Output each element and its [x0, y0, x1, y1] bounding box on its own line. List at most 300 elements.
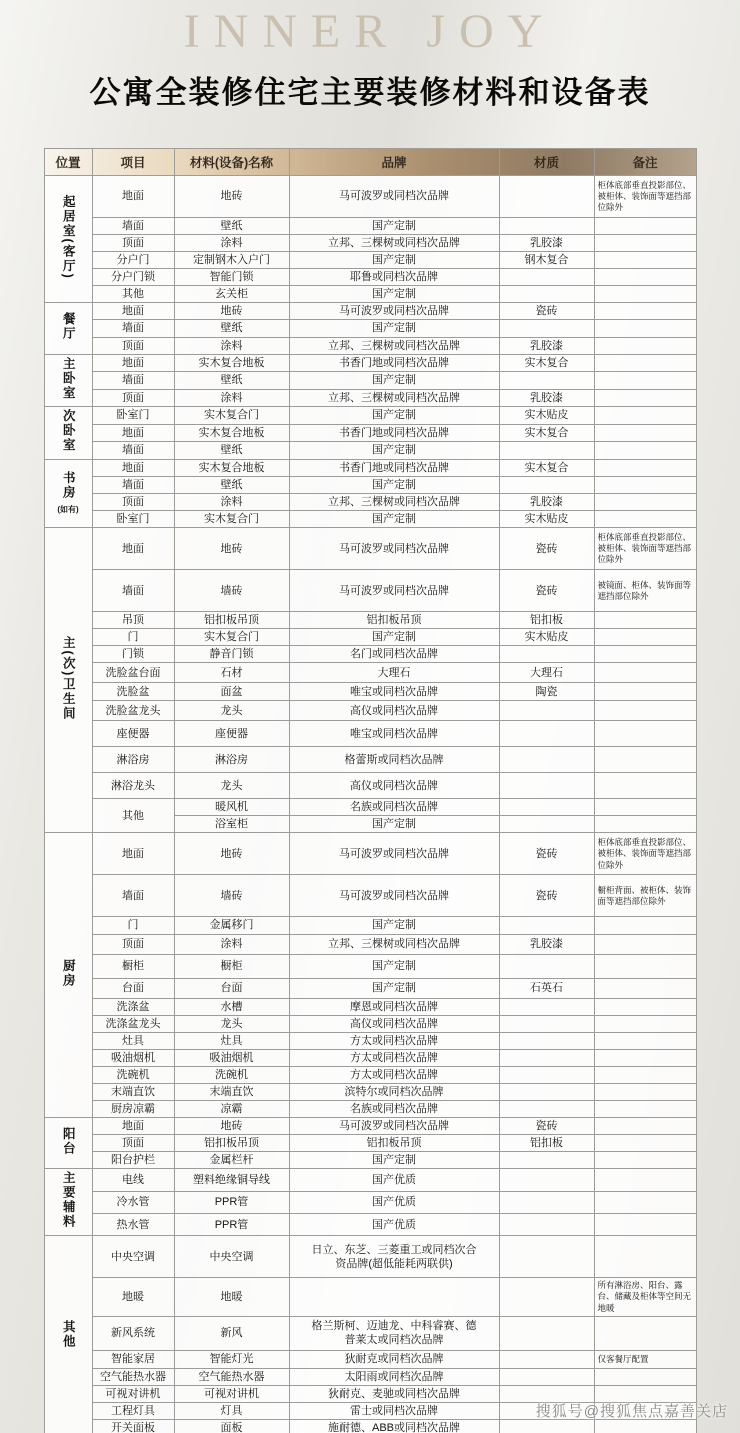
texture-cell: [499, 773, 594, 799]
texture-cell: [499, 1191, 594, 1213]
table-row: [44, 269, 696, 286]
note-cell: [594, 286, 696, 303]
watermark: 搜狐号@搜狐焦点嘉善关店: [535, 1403, 728, 1420]
table-row: [44, 286, 696, 303]
item-cell: 热水管: [92, 1214, 174, 1236]
material-cell: 实木复合门: [174, 511, 289, 528]
note-cell: [594, 799, 696, 816]
note-cell: [594, 476, 696, 493]
location-sublabel: (如有): [57, 505, 79, 515]
note-cell: [594, 1169, 696, 1191]
table-row: [44, 934, 696, 954]
texture-cell: [499, 917, 594, 934]
brand-cell: 国产定制: [289, 442, 499, 460]
texture-cell: [499, 218, 594, 235]
material-cell: 定制钢木入户门: [174, 252, 289, 269]
note-cell: [594, 493, 696, 510]
header-texture: 材质: [499, 149, 594, 176]
table-row: [44, 629, 696, 646]
material-cell: 水槽: [174, 998, 289, 1015]
item-cell: 墙面: [92, 320, 174, 337]
item-cell: 中央空调: [92, 1236, 174, 1278]
item-cell: 新风系统: [92, 1316, 174, 1350]
table-row: [44, 459, 696, 476]
item-cell: 阳台护栏: [92, 1152, 174, 1169]
material-cell: 地砖: [174, 1118, 289, 1135]
brand-cell: [289, 1278, 499, 1316]
texture-cell: 瓷砖: [499, 875, 594, 917]
note-cell: 柜体底部垂直投影部位、被柜体、装饰面等遮挡部位除外: [594, 528, 696, 570]
material-cell: 实木复合地板: [174, 424, 289, 442]
item-cell: 顶面: [92, 337, 174, 354]
note-cell: [594, 701, 696, 721]
material-cell: 智能门锁: [174, 269, 289, 286]
texture-cell: 瓷砖: [499, 833, 594, 875]
item-cell: 吊顶: [92, 612, 174, 629]
location-label: 次卧室: [61, 409, 76, 453]
texture-cell: [499, 1049, 594, 1066]
brand-cell: 高仪或同档次品牌: [289, 773, 499, 799]
texture-cell: [499, 1236, 594, 1278]
location-cell: [44, 303, 92, 354]
table-row: [44, 320, 696, 337]
item-cell: 地面: [92, 354, 174, 372]
texture-cell: 实木贴皮: [499, 407, 594, 425]
location-label: 厨房: [61, 958, 76, 988]
table-row: [44, 218, 696, 235]
note-cell: [594, 773, 696, 799]
item-cell: 顶面: [92, 493, 174, 510]
table-row: [44, 252, 696, 269]
note-cell: [594, 1152, 696, 1169]
table-row: [44, 833, 696, 875]
brand-cell: 马可波罗或同档次品牌: [289, 176, 499, 218]
material-cell: 铝扣板吊顶: [174, 1135, 289, 1152]
texture-cell: 乳胶漆: [499, 235, 594, 252]
texture-cell: 瓷砖: [499, 1118, 594, 1135]
table-row: [44, 528, 696, 570]
brand-cell: 国产定制: [289, 286, 499, 303]
item-cell: 末端直饮: [92, 1083, 174, 1100]
table-row: [44, 1278, 696, 1316]
material-cell: 金属移门: [174, 917, 289, 934]
brand-cell: 立邦、三棵树或同档次品牌: [289, 389, 499, 407]
item-cell: 卧室门: [92, 407, 174, 425]
brand-cell: 国产定制: [289, 917, 499, 934]
brand-cell: 格兰斯柯、迈迪龙、中科睿赛、德普莱太或同档次品牌: [289, 1316, 499, 1350]
note-cell: [594, 721, 696, 747]
note-cell: [594, 1032, 696, 1049]
material-cell: 地砖: [174, 833, 289, 875]
item-cell: 冷水管: [92, 1191, 174, 1213]
location-label: 餐厅: [61, 311, 76, 341]
item-cell: 顶面: [92, 389, 174, 407]
material-cell: 玄关柜: [174, 286, 289, 303]
note-cell: [594, 424, 696, 442]
item-cell: 地面: [92, 833, 174, 875]
table-row: [44, 407, 696, 425]
note-cell: [594, 372, 696, 390]
texture-cell: [499, 1066, 594, 1083]
table-row: [44, 683, 696, 701]
brand-cell: 日立、东芝、三菱重工或同档次合资品牌(超低能耗两联供): [289, 1236, 499, 1278]
material-cell: 地砖: [174, 303, 289, 320]
table-row: [44, 372, 696, 390]
brand-cell: 书香门地或同档次品牌: [289, 459, 499, 476]
table-row: [44, 1191, 696, 1213]
brand-cell: 国产定制: [289, 1152, 499, 1169]
note-cell: [594, 683, 696, 701]
location-label: 主卧室: [61, 356, 76, 401]
item-cell: 卧室门: [92, 511, 174, 528]
texture-cell: 钢木复合: [499, 252, 594, 269]
table-row: [44, 1101, 696, 1118]
brand-cell: 马可波罗或同档次品牌: [289, 303, 499, 320]
texture-cell: [499, 1152, 594, 1169]
note-cell: [594, 235, 696, 252]
note-cell: [594, 389, 696, 407]
note-cell: [594, 303, 696, 320]
brand-cell: 国产优质: [289, 1191, 499, 1213]
table-row: [44, 1419, 696, 1433]
note-cell: [594, 1101, 696, 1118]
note-cell: [594, 1049, 696, 1066]
texture-cell: [499, 646, 594, 663]
brand-cell: 立邦、三棵树或同档次品牌: [289, 235, 499, 252]
table-row: [44, 235, 696, 252]
note-cell: [594, 1083, 696, 1100]
item-cell: 可视对讲机: [92, 1385, 174, 1402]
brand-cell: 马可波罗或同档次品牌: [289, 1118, 499, 1135]
material-cell: 可视对讲机: [174, 1385, 289, 1402]
material-cell: 实木复合门: [174, 629, 289, 646]
item-cell: 顶面: [92, 235, 174, 252]
brand-cell: 国产优质: [289, 1214, 499, 1236]
item-cell: 洗涤盆: [92, 998, 174, 1015]
brand-cell: 滨特尔或同档次品牌: [289, 1083, 499, 1100]
item-cell: 墙面: [92, 372, 174, 390]
brand-cell: 方太或同档次品牌: [289, 1066, 499, 1083]
note-cell: [594, 747, 696, 773]
texture-cell: 乳胶漆: [499, 493, 594, 510]
brand-cell: 国产定制: [289, 320, 499, 337]
table-row: [44, 424, 696, 442]
note-cell: [594, 354, 696, 372]
material-cell: 龙头: [174, 701, 289, 721]
material-cell: 面板: [174, 1419, 289, 1433]
item-cell: 其他: [92, 286, 174, 303]
brand-cell: 立邦、三棵树或同档次品牌: [289, 337, 499, 354]
note-cell: [594, 218, 696, 235]
table-row: [44, 1118, 696, 1135]
texture-cell: 瓷砖: [499, 303, 594, 320]
brand-cell: 铝扣板吊顶: [289, 1135, 499, 1152]
material-cell: PPR管: [174, 1214, 289, 1236]
texture-cell: 实木复合: [499, 424, 594, 442]
brand-cell: 方太或同档次品牌: [289, 1032, 499, 1049]
item-cell: 门: [92, 917, 174, 934]
note-cell: [594, 407, 696, 425]
brand-cell: 国产定制: [289, 978, 499, 998]
note-cell: [594, 337, 696, 354]
texture-cell: [499, 816, 594, 833]
material-cell: 地砖: [174, 528, 289, 570]
texture-cell: [499, 1316, 594, 1350]
table-row: [44, 1368, 696, 1385]
material-cell: 吸油烟机: [174, 1049, 289, 1066]
note-cell: [594, 1236, 696, 1278]
item-cell: 洗脸盆台面: [92, 663, 174, 683]
header-material-name: 材料(设备)名称: [174, 149, 289, 176]
brand-cell: 国产定制: [289, 407, 499, 425]
location-label: 书房: [61, 471, 76, 501]
material-cell: 涂料: [174, 235, 289, 252]
brand-cell: 唯宝或同档次品牌: [289, 683, 499, 701]
table-row: [44, 1049, 696, 1066]
item-cell: 墙面: [92, 875, 174, 917]
note-cell: [594, 998, 696, 1015]
brand-cell: 书香门地或同档次品牌: [289, 424, 499, 442]
item-cell: 墙面: [92, 570, 174, 612]
brand-cell: 国产优质: [289, 1169, 499, 1191]
brand-cell: 马可波罗或同档次品牌: [289, 875, 499, 917]
brand-logo: INNER JOY: [183, 5, 557, 58]
note-cell: [594, 1214, 696, 1236]
material-cell: 地暖: [174, 1278, 289, 1316]
item-cell: 其他: [92, 799, 174, 833]
location-label: 起居室(客厅): [61, 194, 76, 280]
material-cell: 壁纸: [174, 442, 289, 460]
material-cell: 新风: [174, 1316, 289, 1350]
material-cell: 浴室柜: [174, 816, 289, 833]
brand-cell: 唯宝或同档次品牌: [289, 721, 499, 747]
item-cell: 吸油烟机: [92, 1049, 174, 1066]
brand-cell: 马可波罗或同档次品牌: [289, 528, 499, 570]
material-cell: 壁纸: [174, 372, 289, 390]
texture-cell: [499, 320, 594, 337]
texture-cell: [499, 721, 594, 747]
table-row: [44, 176, 696, 218]
note-cell: [594, 954, 696, 978]
brand-cell: 雷士或同档次品牌: [289, 1402, 499, 1419]
table-row: [44, 773, 696, 799]
item-cell: 洗碗机: [92, 1066, 174, 1083]
texture-cell: [499, 1419, 594, 1433]
table-row: [44, 917, 696, 934]
brand-cell: 国产定制: [289, 218, 499, 235]
note-cell: [594, 612, 696, 629]
brand-cell: 名族或同档次品牌: [289, 1101, 499, 1118]
item-cell: 厨房凉霸: [92, 1101, 174, 1118]
texture-cell: [499, 269, 594, 286]
note-cell: [594, 1066, 696, 1083]
table-row: [44, 663, 696, 683]
item-cell: 地面: [92, 528, 174, 570]
texture-cell: [499, 372, 594, 390]
material-cell: 石材: [174, 663, 289, 683]
item-cell: 智能家居: [92, 1350, 174, 1368]
location-cell: [44, 1236, 92, 1433]
texture-cell: [499, 1015, 594, 1032]
brand-cell: 铝扣板吊顶: [289, 612, 499, 629]
item-cell: 门锁: [92, 646, 174, 663]
brand-cell: 国产定制: [289, 511, 499, 528]
table-row: [44, 570, 696, 612]
material-cell: 金属栏杆: [174, 1152, 289, 1169]
item-cell: 台面: [92, 978, 174, 998]
header-location: 位置: [44, 149, 92, 176]
table-row: [44, 354, 696, 372]
material-cell: 涂料: [174, 493, 289, 510]
location-cell: [44, 1169, 92, 1236]
material-cell: 橱柜: [174, 954, 289, 978]
material-cell: 实木复合地板: [174, 354, 289, 372]
item-cell: 地暖: [92, 1278, 174, 1316]
material-cell: 中央空调: [174, 1236, 289, 1278]
brand-cell: 高仪或同档次品牌: [289, 701, 499, 721]
table-row: [44, 389, 696, 407]
brand-cell: 国产定制: [289, 252, 499, 269]
texture-cell: 实木贴皮: [499, 511, 594, 528]
materials-table: [44, 148, 697, 1433]
table-row: [44, 337, 696, 354]
brand-cell: 国产定制: [289, 372, 499, 390]
table-row: [44, 476, 696, 493]
page-title: 公寓全装修住宅主要装修材料和设备表: [89, 75, 651, 110]
note-cell: 仅客餐厅配置: [594, 1350, 696, 1368]
item-cell: 灶具: [92, 1032, 174, 1049]
material-cell: 末端直饮: [174, 1083, 289, 1100]
material-cell: PPR管: [174, 1191, 289, 1213]
table-row: [44, 511, 696, 528]
brand-cell: 太阳雨或同档次品牌: [289, 1368, 499, 1385]
table-row: [44, 1316, 696, 1350]
texture-cell: [499, 747, 594, 773]
brand-cell: 立邦、三棵树或同档次品牌: [289, 934, 499, 954]
table-row: [44, 1350, 696, 1368]
item-cell: 洗脸盆: [92, 683, 174, 701]
material-cell: 龙头: [174, 1015, 289, 1032]
item-cell: 淋浴房: [92, 747, 174, 773]
material-cell: 涂料: [174, 934, 289, 954]
texture-cell: 大理石: [499, 663, 594, 683]
brand-cell: 国产定制: [289, 629, 499, 646]
brand-cell: 高仪或同档次品牌: [289, 1015, 499, 1032]
material-cell: 静音门锁: [174, 646, 289, 663]
brand-cell: 狄耐克或同档次品牌: [289, 1350, 499, 1368]
brand-cell: 方太或同档次品牌: [289, 1049, 499, 1066]
brand-cell: 摩恩或同档次品牌: [289, 998, 499, 1015]
material-cell: 淋浴房: [174, 747, 289, 773]
texture-cell: 铝扣板: [499, 612, 594, 629]
texture-cell: [499, 954, 594, 978]
header-row: [44, 149, 696, 176]
material-cell: 实木复合地板: [174, 459, 289, 476]
note-cell: [594, 646, 696, 663]
texture-cell: 乳胶漆: [499, 389, 594, 407]
note-cell: [594, 442, 696, 460]
table-row: [44, 612, 696, 629]
texture-cell: 瓷砖: [499, 528, 594, 570]
brand-cell: 施耐德、ABB或同档次品牌: [289, 1419, 499, 1433]
texture-cell: 实木复合: [499, 459, 594, 476]
texture-cell: 铝扣板: [499, 1135, 594, 1152]
brand-cell: 耶鲁或同档次品牌: [289, 269, 499, 286]
texture-cell: 乳胶漆: [499, 337, 594, 354]
location-cell: [44, 354, 92, 407]
note-cell: [594, 1118, 696, 1135]
location-cell: [44, 833, 92, 1118]
material-cell: 壁纸: [174, 320, 289, 337]
brand-cell: 名族或同档次品牌: [289, 799, 499, 816]
table-row: [44, 978, 696, 998]
note-cell: [594, 1191, 696, 1213]
note-cell: 所有淋浴房、阳台、露台、储藏及柜体等空间无地暖: [594, 1278, 696, 1316]
item-cell: 开关面板: [92, 1419, 174, 1433]
texture-cell: [499, 442, 594, 460]
note-cell: [594, 663, 696, 683]
texture-cell: 实木贴皮: [499, 629, 594, 646]
table-row: [44, 998, 696, 1015]
location-cell: [44, 459, 92, 527]
location-label: 阳台: [61, 1126, 76, 1156]
material-cell: 智能灯光: [174, 1350, 289, 1368]
item-cell: 地面: [92, 1118, 174, 1135]
material-cell: 台面: [174, 978, 289, 998]
item-cell: 电线: [92, 1169, 174, 1191]
brand-cell: 书香门地或同档次品牌: [289, 354, 499, 372]
note-cell: [594, 816, 696, 833]
note-cell: [594, 934, 696, 954]
texture-cell: [499, 1350, 594, 1368]
note-cell: [594, 252, 696, 269]
item-cell: 墙面: [92, 476, 174, 493]
brand-cell: 格蕾斯或同档次品牌: [289, 747, 499, 773]
table-row: [44, 1066, 696, 1083]
location-label: 主要辅料: [61, 1171, 76, 1230]
table-row: [44, 1152, 696, 1169]
table-row: [44, 701, 696, 721]
note-cell: 柜体底部垂直投影部位、被柜体、装饰面等遮挡部位除外: [594, 833, 696, 875]
item-cell: 空气能热水器: [92, 1368, 174, 1385]
texture-cell: [499, 286, 594, 303]
table-row: [44, 1083, 696, 1100]
texture-cell: [499, 998, 594, 1015]
brand-cell: 国产定制: [289, 954, 499, 978]
note-cell: [594, 978, 696, 998]
item-cell: 地面: [92, 459, 174, 476]
brand-cell: 名门或同档次品牌: [289, 646, 499, 663]
note-cell: [594, 1015, 696, 1032]
table-row: [44, 303, 696, 320]
location-cell: [44, 1118, 92, 1169]
header-item: 项目: [92, 149, 174, 176]
table-row: [44, 1169, 696, 1191]
texture-cell: [499, 1032, 594, 1049]
texture-cell: 瓷砖: [499, 570, 594, 612]
note-cell: 橱柜背面、被柜体、装饰面等遮挡部位除外: [594, 875, 696, 917]
texture-cell: [499, 1278, 594, 1316]
item-cell: 洗脸盆龙头: [92, 701, 174, 721]
table-row: [44, 493, 696, 510]
material-cell: 实木复合门: [174, 407, 289, 425]
note-cell: [594, 1419, 696, 1433]
table-row: [44, 875, 696, 917]
brand-cell: 马可波罗或同档次品牌: [289, 570, 499, 612]
note-cell: [594, 320, 696, 337]
item-cell: 分户门锁: [92, 269, 174, 286]
material-cell: 空气能热水器: [174, 1368, 289, 1385]
